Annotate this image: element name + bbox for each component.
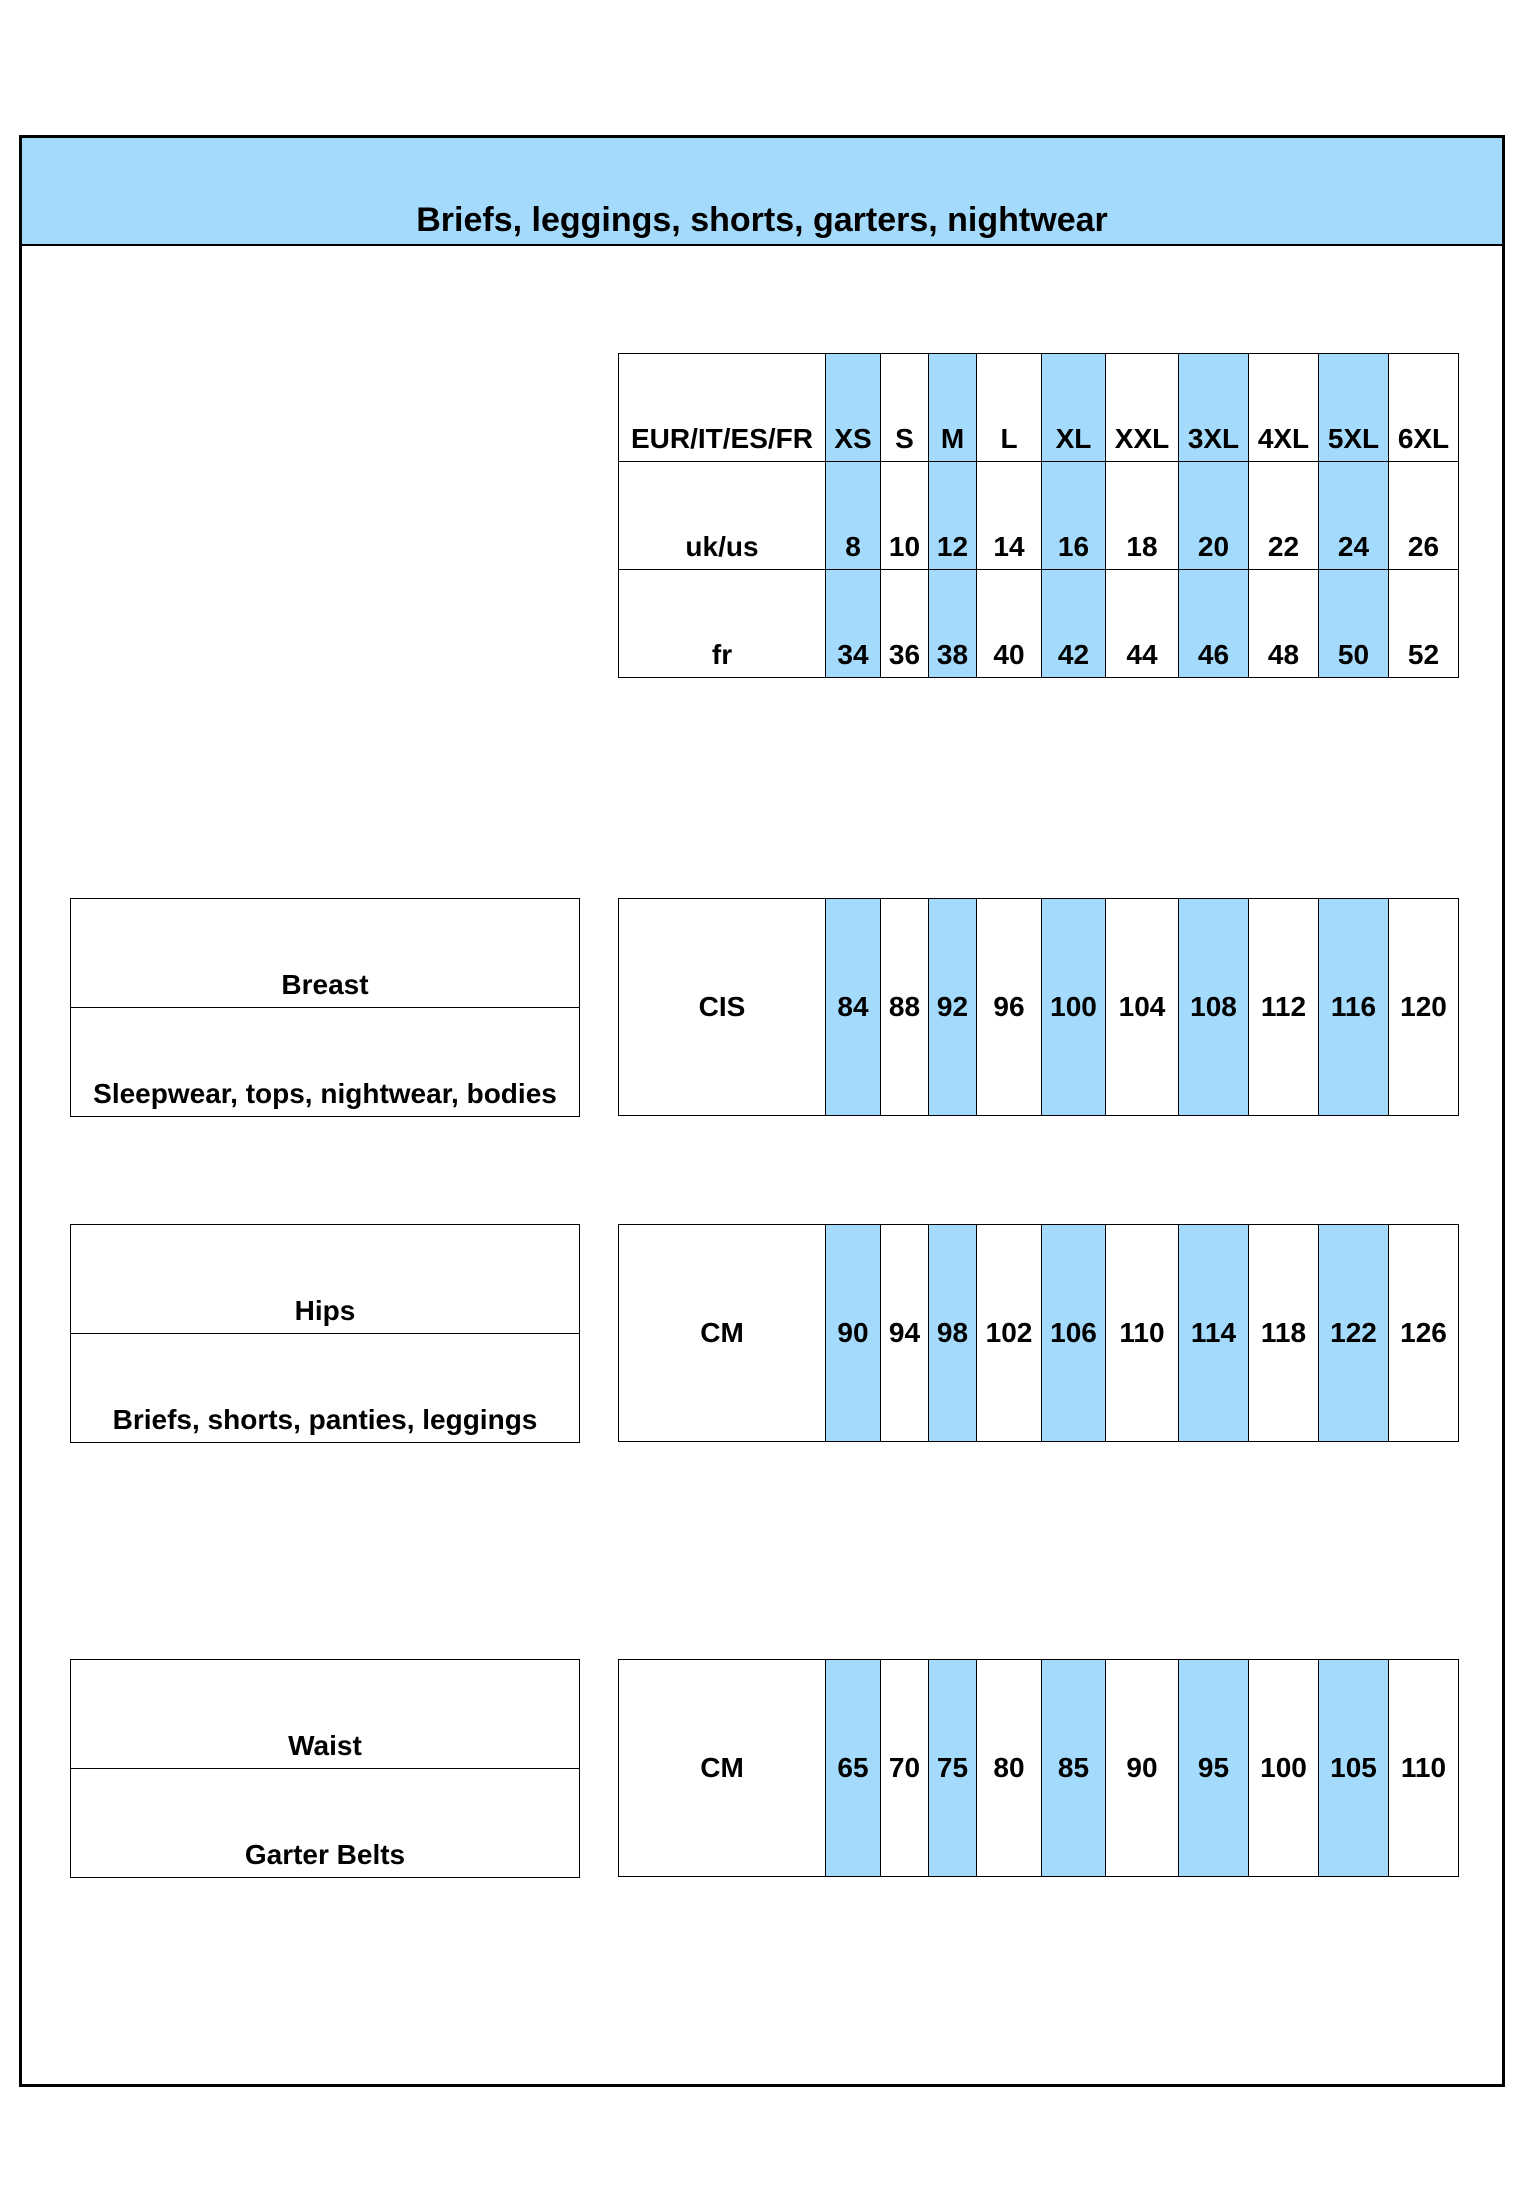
hips-label-box (70, 1224, 580, 1442)
measurement-cell: 114 (1179, 1225, 1249, 1442)
size-cell: 36 (881, 570, 929, 678)
measurement-applies-to: Sleepwear, tops, nightwear, bodies (71, 1008, 580, 1117)
size-cell: 14 (977, 462, 1042, 570)
title-bar (22, 138, 1502, 246)
measurement-cell: 122 (1319, 1225, 1389, 1442)
breast-measurement-table (618, 898, 1459, 1116)
size-cell: M (929, 354, 977, 462)
measurement-cell: 84 (826, 899, 881, 1116)
size-cell: 44 (1106, 570, 1179, 678)
measurement-cell: 104 (1106, 899, 1179, 1116)
unit-label: CIS (619, 899, 826, 1116)
size-cell: 18 (1106, 462, 1179, 570)
measurement-cell: 90 (1106, 1660, 1179, 1877)
size-cell: L (977, 354, 1042, 462)
measurement-name: Waist (71, 1660, 580, 1769)
measurement-row (619, 1225, 1459, 1442)
measurement-cell: 126 (1389, 1225, 1459, 1442)
measurement-cell: 116 (1319, 899, 1389, 1116)
size-cell: 3XL (1179, 354, 1249, 462)
size-cell: 16 (1042, 462, 1106, 570)
measurement-cell: 98 (929, 1225, 977, 1442)
size-cell: 22 (1249, 462, 1319, 570)
measurement-cell: 85 (1042, 1660, 1106, 1877)
unit-label: CM (619, 1225, 826, 1442)
size-system-label: EUR/IT/ES/FR (619, 354, 826, 462)
waist-label-box (70, 1659, 580, 1877)
measurement-cell: 70 (881, 1660, 929, 1877)
measurement-cell: 90 (826, 1225, 881, 1442)
measurement-cell: 75 (929, 1660, 977, 1877)
measurement-cell: 118 (1249, 1225, 1319, 1442)
measurement-cell: 80 (977, 1660, 1042, 1877)
size-cell: 48 (1249, 570, 1319, 678)
size-conversion-body (619, 354, 1459, 678)
measurement-row (619, 1660, 1459, 1877)
breast-label-box (70, 898, 580, 1116)
page-title: Briefs, leggings, shorts, garters, nightwear (416, 201, 1108, 239)
measurement-cell: 110 (1389, 1660, 1459, 1877)
size-cell: 4XL (1249, 354, 1319, 462)
size-system-label: fr (619, 570, 826, 678)
measurement-cell: 94 (881, 1225, 929, 1442)
measurement-applies-to: Garter Belts (71, 1769, 580, 1878)
size-row (619, 570, 1459, 678)
size-cell: 38 (929, 570, 977, 678)
size-cell: 42 (1042, 570, 1106, 678)
size-cell: 12 (929, 462, 977, 570)
measurement-cell: 65 (826, 1660, 881, 1877)
measurement-cell: 95 (1179, 1660, 1249, 1877)
size-conversion-table (618, 353, 1459, 678)
measurement-applies-to: Briefs, shorts, panties, leggings (71, 1334, 580, 1443)
size-row (619, 354, 1459, 462)
size-system-label: uk/us (619, 462, 826, 570)
size-cell: 6XL (1389, 354, 1459, 462)
size-cell: 40 (977, 570, 1042, 678)
size-cell: 50 (1319, 570, 1389, 678)
size-cell: 5XL (1319, 354, 1389, 462)
measurement-cell: 105 (1319, 1660, 1389, 1877)
measurement-cell: 112 (1249, 899, 1319, 1116)
measurement-cell: 102 (977, 1225, 1042, 1442)
measurement-name: Hips (71, 1225, 580, 1334)
measurement-row (619, 899, 1459, 1116)
size-cell: XS (826, 354, 881, 462)
size-cell: 24 (1319, 462, 1389, 570)
measurement-cell: 108 (1179, 899, 1249, 1116)
size-cell: 46 (1179, 570, 1249, 678)
size-cell: 34 (826, 570, 881, 678)
measurement-cell: 120 (1389, 899, 1459, 1116)
hips-measurement-table (618, 1224, 1459, 1442)
size-row (619, 462, 1459, 570)
measurement-cell: 110 (1106, 1225, 1179, 1442)
size-cell: 10 (881, 462, 929, 570)
size-cell: 20 (1179, 462, 1249, 570)
measurement-cell: 106 (1042, 1225, 1106, 1442)
measurement-cell: 92 (929, 899, 977, 1116)
size-cell: S (881, 354, 929, 462)
size-cell: 52 (1389, 570, 1459, 678)
size-cell: XXL (1106, 354, 1179, 462)
measurement-cell: 100 (1249, 1660, 1319, 1877)
measurement-name: Breast (71, 899, 580, 1008)
unit-label: CM (619, 1660, 826, 1877)
measurement-cell: 88 (881, 899, 929, 1116)
size-cell: 8 (826, 462, 881, 570)
size-cell: 26 (1389, 462, 1459, 570)
measurement-cell: 96 (977, 899, 1042, 1116)
waist-measurement-table (618, 1659, 1459, 1877)
measurement-cell: 100 (1042, 899, 1106, 1116)
size-cell: XL (1042, 354, 1106, 462)
